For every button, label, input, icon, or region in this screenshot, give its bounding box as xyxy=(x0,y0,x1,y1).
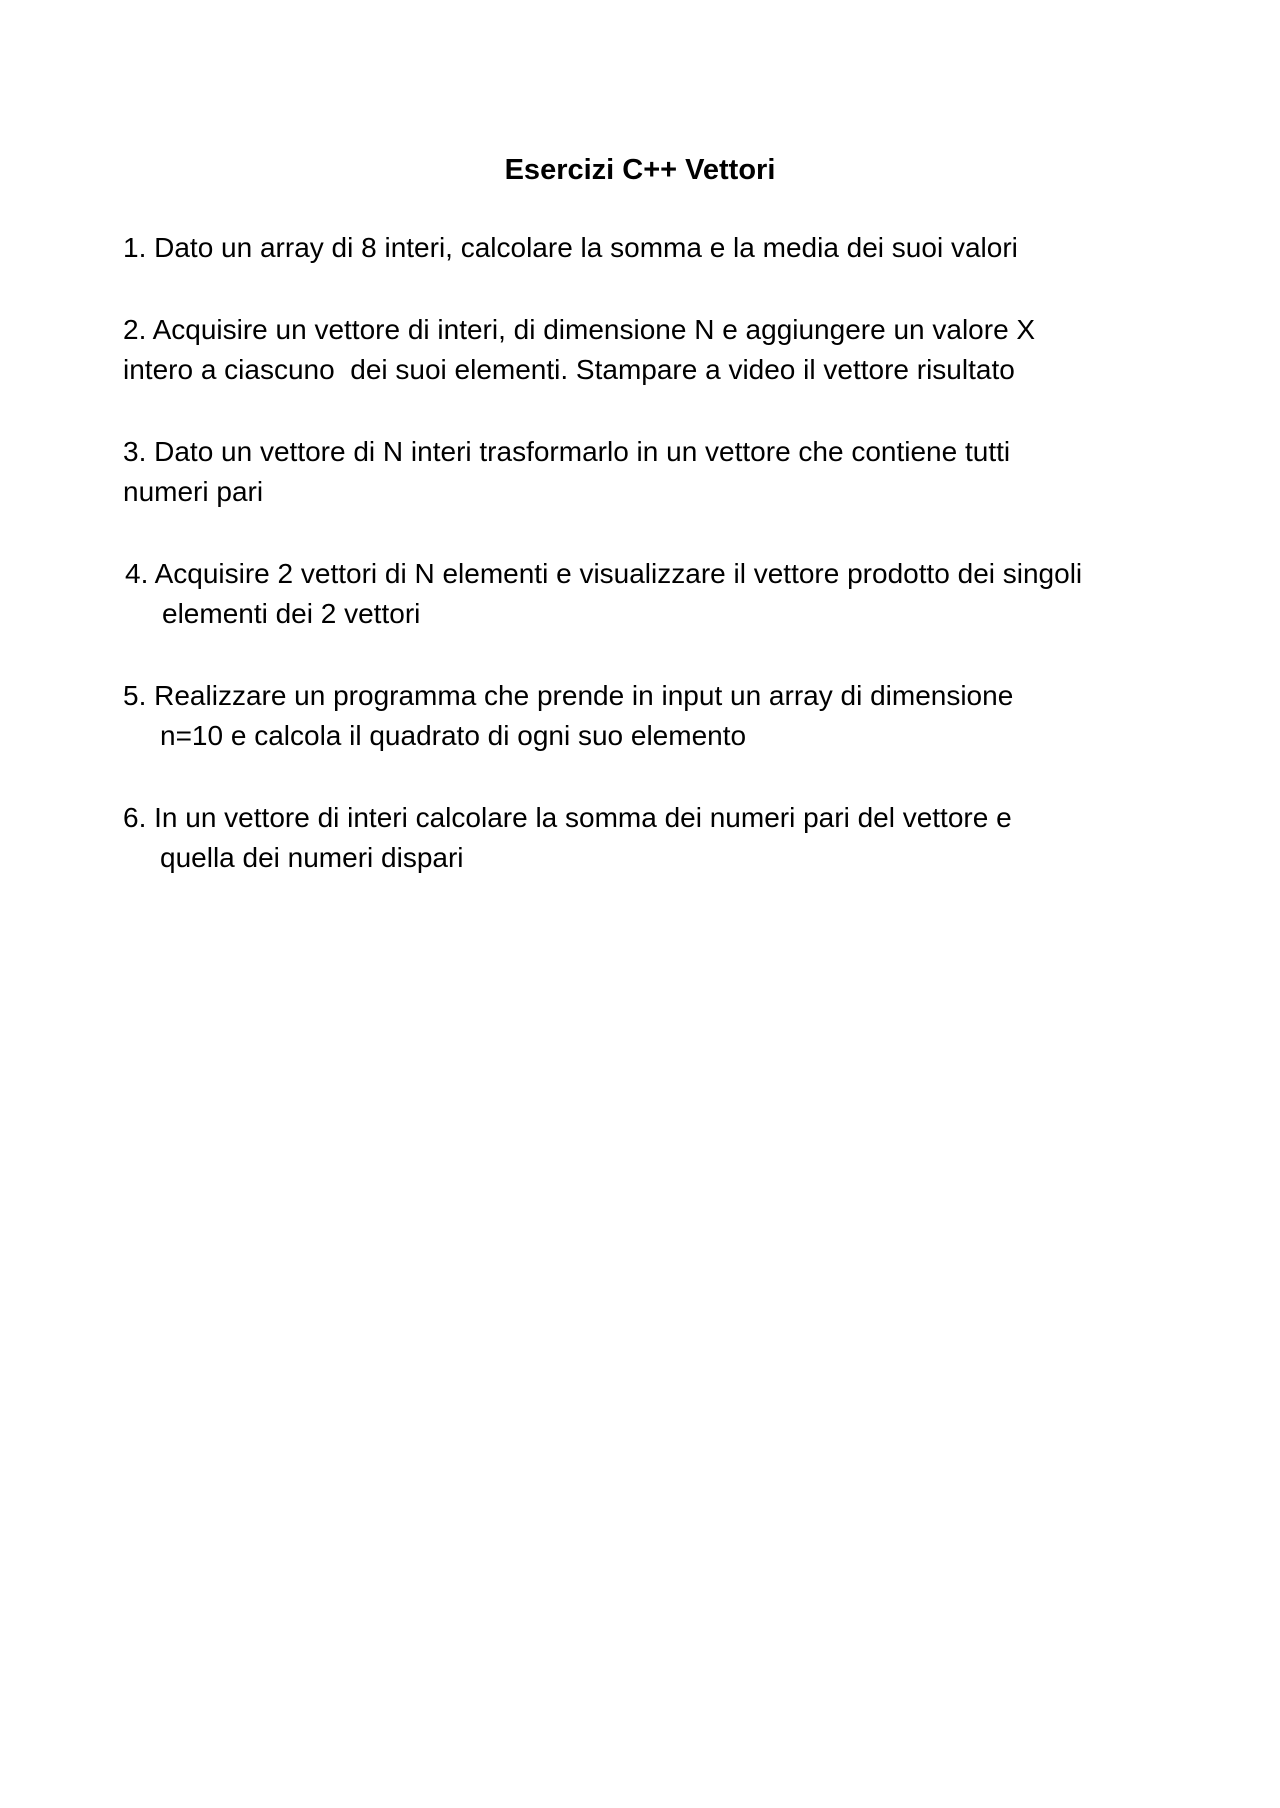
exercise-2-line-2: intero a ciascuno dei suoi elementi. Stampare a video il vettore risultato xyxy=(123,354,1015,385)
exercise-2 xyxy=(123,310,1173,390)
exercise-4 xyxy=(125,554,1175,634)
exercise-2-line-1: 2. Acquisire un vettore di interi, di dimensione N e aggiungere un valore X xyxy=(123,314,1036,345)
exercise-6 xyxy=(123,798,1173,878)
exercise-5 xyxy=(123,676,1173,756)
exercise-4-line-2: elementi dei 2 vettori xyxy=(162,598,421,629)
exercise-6-line-2: quella dei numeri dispari xyxy=(160,842,464,873)
document-title: Esercizi C++ Vettori xyxy=(504,154,776,186)
exercise-3 xyxy=(123,432,1173,512)
exercise-3-line-1: 3. Dato un vettore di N interi trasformarlo in un vettore che contiene tutti xyxy=(123,436,1011,467)
exercise-3-line-2: numeri pari xyxy=(123,476,264,507)
exercise-4-line-1: 4. Acquisire 2 vettori di N elementi e visualizzare il vettore prodotto dei singoli xyxy=(125,558,1083,589)
exercise-5-line-1: 5. Realizzare un programma che prende in input un array di dimensione xyxy=(123,680,1014,711)
exercise-1 xyxy=(123,228,1173,268)
exercise-1-line-1: 1. Dato un array di 8 interi, calcolare la somma e la media dei suoi valori xyxy=(123,232,1018,263)
exercise-6-line-1: 6. In un vettore di interi calcolare la somma dei numeri pari del vettore e xyxy=(123,802,1012,833)
exercise-5-line-2: n=10 e calcola il quadrato di ogni suo elemento xyxy=(160,720,747,751)
